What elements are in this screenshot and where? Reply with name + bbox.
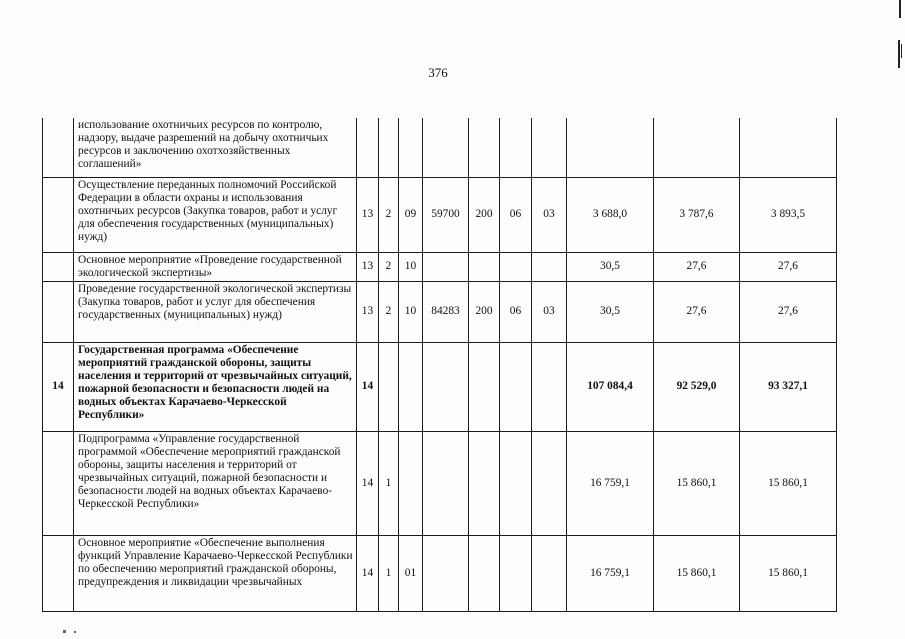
budget-table <box>42 118 837 612</box>
amount-cell: 27,6 <box>740 252 837 281</box>
table-row <box>43 535 837 611</box>
amount-cell: 16 759,1 <box>567 535 654 611</box>
row-name-cell: Государственная программа «Обеспечение мероприятий гражданской обороны, защиты населения и территорий от чрезвычайных ситуаций, пожарной безопасности и безопасности людей на водных объектах Карачаево-Черкесской Республики» <box>74 342 357 431</box>
code-cell <box>379 342 399 431</box>
code-cell: 14 <box>357 535 379 611</box>
code-cell <box>423 535 469 611</box>
table-row <box>43 252 837 281</box>
code-cell: 1 <box>379 431 399 535</box>
amount-cell: 27,6 <box>654 281 740 342</box>
code-cell <box>500 342 532 431</box>
code-cell <box>469 118 500 177</box>
code-cell <box>399 118 423 177</box>
code-cell: 13 <box>357 281 379 342</box>
table-row <box>43 177 837 252</box>
amount-cell: 3 787,6 <box>654 177 740 252</box>
code-cell <box>379 118 399 177</box>
code-cell <box>469 342 500 431</box>
code-cell: 14 <box>357 431 379 535</box>
amount-cell: 3 688,0 <box>567 177 654 252</box>
code-cell: 01 <box>399 535 423 611</box>
code-cell: 59700 <box>423 177 469 252</box>
amount-cell: 93 327,1 <box>740 342 837 431</box>
row-number-cell <box>43 431 74 535</box>
amount-cell: 15 860,1 <box>654 535 740 611</box>
code-cell: 13 <box>357 252 379 281</box>
code-cell: 200 <box>469 177 500 252</box>
code-cell <box>532 431 567 535</box>
row-name-cell: использование охотничьих ресурсов по контролю, надзору, выдаче разрешений на добычу охотничьих ресурсов и заключению охотхозяйственных соглашений» <box>74 118 357 177</box>
scan-edge-mark <box>901 44 902 58</box>
row-number-cell <box>43 535 74 611</box>
table-row <box>43 281 837 342</box>
code-cell <box>500 118 532 177</box>
amount-cell <box>740 118 837 177</box>
code-cell <box>423 342 469 431</box>
code-cell <box>399 342 423 431</box>
amount-cell: 92 529,0 <box>654 342 740 431</box>
code-cell <box>469 252 500 281</box>
code-cell <box>532 535 567 611</box>
scan-speck <box>74 631 76 633</box>
amount-cell: 107 084,4 <box>567 342 654 431</box>
code-cell: 2 <box>379 177 399 252</box>
code-cell <box>399 431 423 535</box>
table-row <box>43 342 837 431</box>
table-row <box>43 118 837 177</box>
code-cell <box>469 535 500 611</box>
amount-cell: 15 860,1 <box>654 431 740 535</box>
code-cell: 06 <box>500 177 532 252</box>
amount-cell: 15 860,1 <box>740 431 837 535</box>
scan-speck <box>63 630 66 633</box>
code-cell <box>532 342 567 431</box>
row-name-cell: Проведение государственной экологической экспертизы (Закупка товаров, работ и услуг для обеспечения государственных (муниципальных) нужд) <box>74 281 357 342</box>
code-cell: 1 <box>379 535 399 611</box>
code-cell: 84283 <box>423 281 469 342</box>
code-cell <box>532 118 567 177</box>
code-cell: 06 <box>500 281 532 342</box>
row-name-cell: Основное мероприятие «Обеспечение выполнения функций Управление Карачаево-Черкесской Республики по обеспечению мероприятий гражданской обороны, предупреждения и ликвидации чрезвычайных <box>74 535 357 611</box>
code-cell: 03 <box>532 281 567 342</box>
row-number-cell <box>43 252 74 281</box>
amount-cell <box>654 118 740 177</box>
row-number-cell: 14 <box>43 342 74 431</box>
amount-cell: 30,5 <box>567 252 654 281</box>
row-name-cell: Основное мероприятие «Проведение государственной экологической экспертизы» <box>74 252 357 281</box>
code-cell: 10 <box>399 281 423 342</box>
amount-cell: 15 860,1 <box>740 535 837 611</box>
amount-cell <box>567 118 654 177</box>
table-row <box>43 431 837 535</box>
code-cell <box>532 252 567 281</box>
code-cell: 09 <box>399 177 423 252</box>
code-cell <box>357 118 379 177</box>
code-cell <box>469 431 500 535</box>
code-cell <box>500 535 532 611</box>
code-cell: 10 <box>399 252 423 281</box>
code-cell: 200 <box>469 281 500 342</box>
code-cell <box>423 252 469 281</box>
amount-cell: 27,6 <box>740 281 837 342</box>
amount-cell: 30,5 <box>567 281 654 342</box>
amount-cell: 27,6 <box>654 252 740 281</box>
code-cell: 14 <box>357 342 379 431</box>
code-cell <box>423 431 469 535</box>
code-cell: 2 <box>379 252 399 281</box>
scan-edge-mark <box>899 0 901 18</box>
page-number: 376 <box>428 65 448 80</box>
code-cell: 03 <box>532 177 567 252</box>
row-name-cell: Подпрограмма «Управление государственной программой «Обеспечение мероприятий гражданской обороны, защиты населения и территорий от чрезвычайных ситуаций, пожарной безопасности и безопасности людей на водных объектах Карачаево-Черкесской Республики» <box>74 431 357 535</box>
scan-edge-mark <box>898 40 900 68</box>
amount-cell: 3 893,5 <box>740 177 837 252</box>
code-cell: 2 <box>379 281 399 342</box>
amount-cell: 16 759,1 <box>567 431 654 535</box>
row-name-cell: Осуществление переданных полномочий Российской Федерации в области охраны и использования охотничьих ресурсов (Закупка товаров, работ и услуг для обеспечения государственных (муниципальных) нужд) <box>74 177 357 252</box>
row-number-cell <box>43 118 74 177</box>
code-cell: 13 <box>357 177 379 252</box>
row-number-cell <box>43 177 74 252</box>
code-cell <box>423 118 469 177</box>
code-cell <box>500 252 532 281</box>
row-number-cell <box>43 281 74 342</box>
code-cell <box>500 431 532 535</box>
